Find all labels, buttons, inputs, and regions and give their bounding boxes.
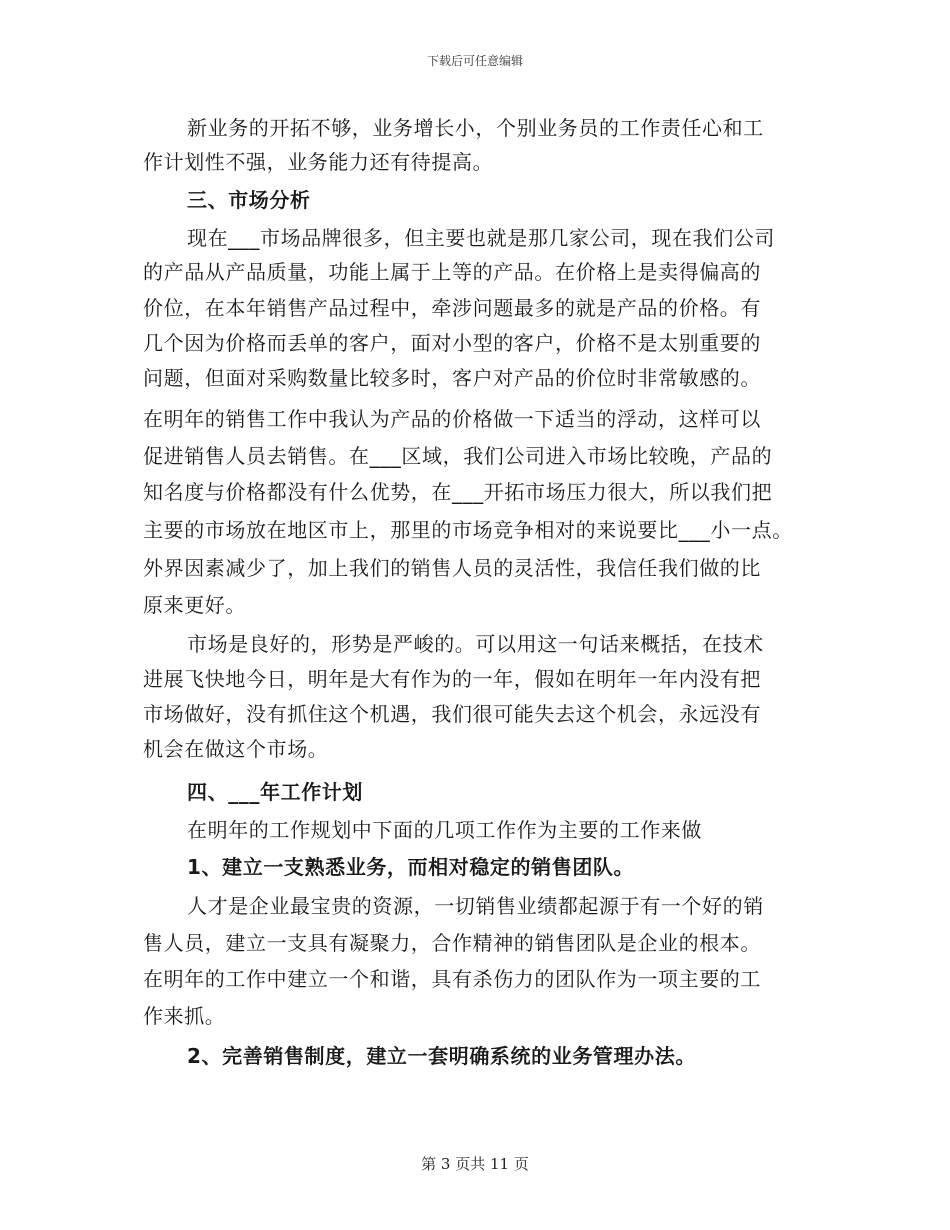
page-header: 下载后可任意编辑 (426, 54, 523, 68)
paragraph-line: 原来更好。 (143, 593, 246, 617)
page-number: 第 3 页共 11 页 (421, 1155, 529, 1173)
paragraph-line: 主要的市场放在地区市上，那里的市场竞争相对的来说要比___小一点。 (143, 518, 793, 542)
paragraph-line: 现在___市场品牌很多，但主要也就是那几家公司，现在我们公司 (187, 226, 775, 250)
section-heading: 四、___年工作计划 (187, 780, 363, 804)
paragraph-line: 在明年的工作规划中下面的几项工作作为主要的工作来做 (187, 818, 702, 842)
paragraph-line: 新业务的开拓不够，业务增长小，个别业务员的工作责任心和工 (187, 116, 764, 140)
paragraph-line: 的产品从产品质量，功能上属于上等的产品。在价格上是卖得偏高的 (143, 260, 761, 284)
paragraph-line: 知名度与价格都没有什么优势，在___开拓市场压力很大，所以我们把 (143, 480, 773, 504)
paragraph-line: 人才是企业最宝贵的资源，一切销售业绩都起源于有一个好的销 (187, 894, 764, 918)
section-heading: 三、市场分析 (187, 188, 311, 212)
paragraph-line: 几个因为价格而丢单的客户，面对小型的客户，价格不是太别重要的 (143, 331, 761, 355)
paragraph-line: 在明年的销售工作中我认为产品的价格做一下适当的浮动，这样可以 (143, 407, 761, 431)
paragraph-line: 问题，但面对采购数量比较多时，客户对产品的价位时非常敏感的。 (143, 366, 761, 390)
subsection-heading: 1、建立一支熟悉业务，而相对稳定的销售团队。 (187, 855, 635, 879)
paragraph-line: 售人员，建立一支具有凝聚力，合作精神的销售团队是企业的根本。 (143, 931, 761, 955)
paragraph-line: 促进销售人员去销售。在___区域，我们公司进入市场比较晚，产品的 (143, 444, 773, 468)
paragraph-line: 作计划性不强，业务能力还有待提高。 (143, 150, 494, 174)
paragraph-line: 价位，在本年销售产品过程中，牵涉问题最多的就是产品的价格。有 (143, 296, 761, 320)
paragraph-line: 作来抓。 (143, 1004, 226, 1028)
paragraph-line: 在明年的工作中建立一个和谐，具有杀伤力的团队作为一项主要的工 (143, 967, 761, 991)
paragraph-line: 市场是良好的，形势是严峻的。可以用这一句话来概括，在技术 (187, 632, 764, 656)
paragraph-line: 外界因素减少了，加上我们的销售人员的灵活性，我信任我们做的比 (143, 556, 761, 580)
subsection-heading: 2、完善销售制度，建立一套明确系统的业务管理办法。 (187, 1044, 696, 1068)
paragraph-line: 进展飞快地今日，明年是大有作为的一年，假如在明年一年内没有把 (143, 667, 761, 691)
paragraph-line: 机会在做这个市场。 (143, 737, 329, 761)
paragraph-line: 市场做好，没有抓住这个机遇，我们很可能失去这个机会，永远没有 (143, 702, 761, 726)
